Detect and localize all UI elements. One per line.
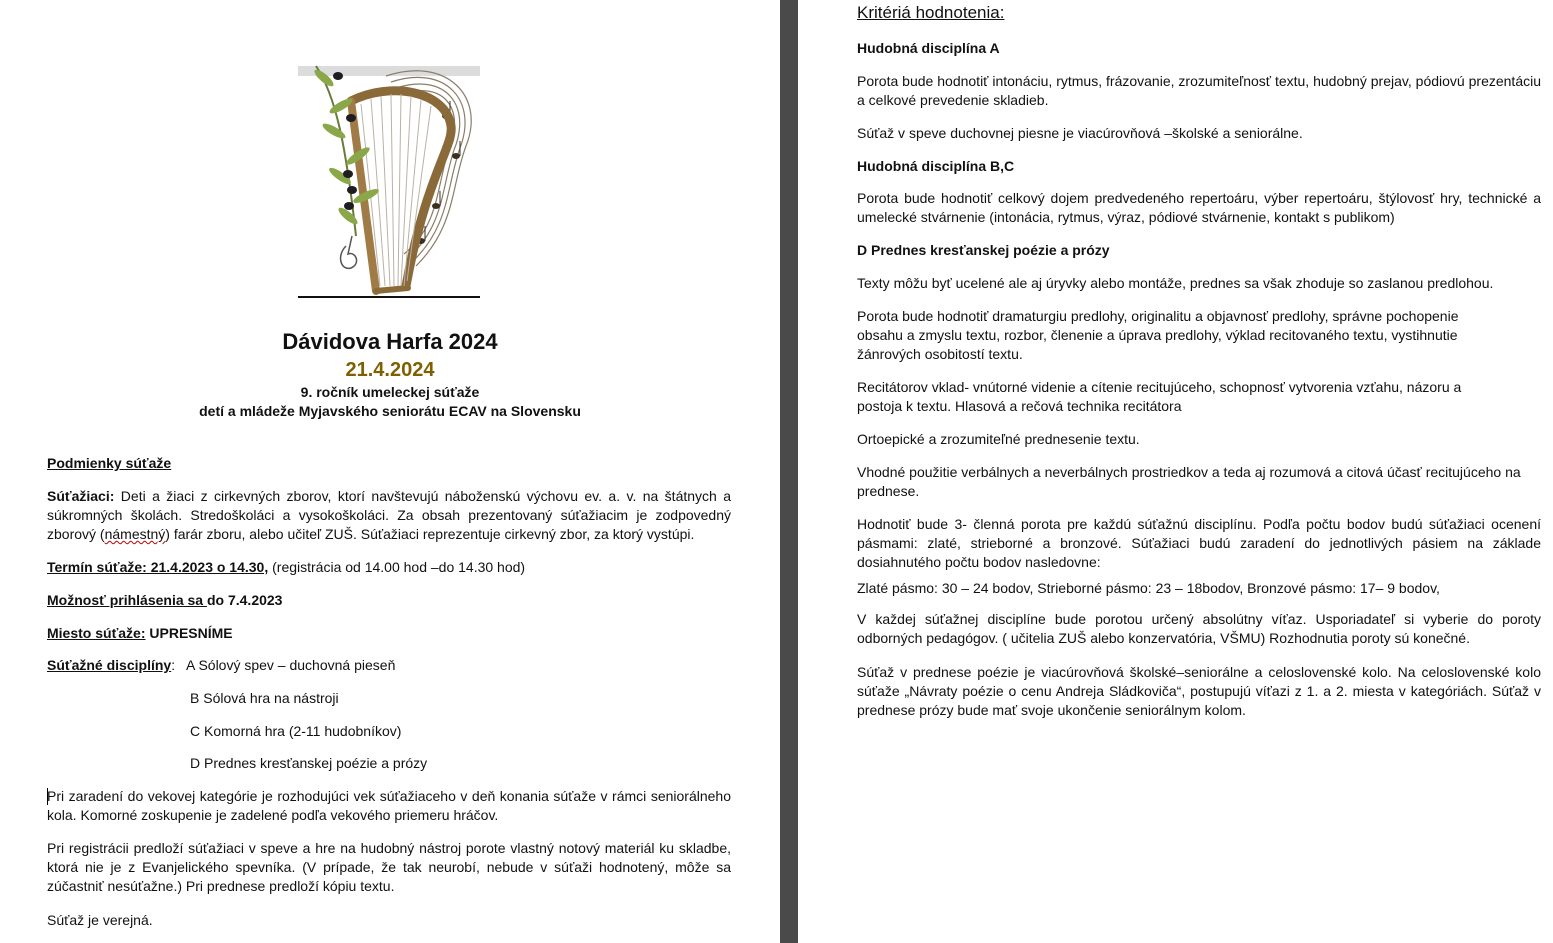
- contestants-paragraph: [47, 487, 731, 544]
- spellcheck-word: námestný: [104, 526, 166, 542]
- venue-value: UPRESNÍME: [145, 625, 233, 641]
- discipline-c: C Komorná hra (2-11 hudobníkov): [190, 723, 402, 739]
- registration-material-paragraph: Pri registrácii predloží súťažiaci v speve a hre na hudobný nástroj porote vlastný notový materiál ku skladbe, ktorá nie je z Evanjelického spevníka. (V prípade, že tak neurobí, nebude v súťaži hodnotený, môže sa zúčastniť nesúťažne.) Pri prednese predloží kópiu textu.: [47, 840, 731, 894]
- page-gutter: [780, 0, 798, 943]
- disciplines-label: Súťažné disciplíny: [47, 657, 172, 673]
- logo-underline: [298, 296, 480, 298]
- discipline-a-heading: Hudobná disciplína A: [857, 40, 1000, 56]
- contestants-label: Súťažiaci:: [47, 488, 115, 504]
- conditions-heading: Podmienky súťaže: [47, 455, 172, 471]
- final-paragraph: Súťaž v prednese poézie je viacúrovňová školské–seniorálne a celoslovenské kolo. Na celoslovenské kolo súťaže „Návraty poézie o cenu Andreja Sládkoviča“, postupujú víťazi z 1. a 2. miesta v kategóriách. Súťaž v prednese prózy bude mať svoje ukončenie seniorálnym kolom.: [857, 664, 1541, 718]
- discipline-d-paragraph-3: Recitátorov vklad- vnútorné videnie a cítenie recitujúceho, schopnosť vytvorenia vzťahu, názoru a postoja k textu. Hlasová a rečová technika recitátora: [857, 379, 1462, 414]
- bands-paragraph: Zlaté pásmo: 30 – 24 bodov, Strieborné pásmo: 23 – 18bodov, Bronzové pásmo: 17– 9 bodov,: [857, 580, 1440, 596]
- winner-paragraph: V každej súťažnej disciplíne bude porotou určený absolútny víťaz. Usporiadateľ si vyberie do poroty odborných pedagógov. ( učitelia ZUŠ alebo konzervatória, VŠMU) Rozhodnutia poroty sú konečné.: [857, 611, 1541, 646]
- age-paragraph: Pri zaradení do vekovej kategórie je rozhodujúci vek súťažiaceho v deň konania súťaže v rámci seniorálneho kola. Komorné zoskupenie je zadelené podľa vekového priemeru hráčov.: [47, 788, 731, 823]
- criteria-heading: Kritériá hodnotenia:: [857, 3, 1005, 22]
- discipline-a: A Sólový spev – duchovná pieseň: [185, 657, 396, 673]
- contestants-text-b: ) farár zboru, alebo učiteľ ZUŠ. Súťažiaci reprezentuje cirkevný zbor, za ktorý vystúpi.: [165, 526, 695, 542]
- discipline-bc-text: Porota bude hodnotiť celkový dojem predvedeného repertoáru, výber repertoáru, štýlovosť hry, technické a umelecké stvárnenie (intonácia, rytmus, výraz, pódiové stvárnenie, kontakt s publikom): [857, 190, 1541, 225]
- discipline-b: B Sólová hra na nástroji: [190, 690, 339, 706]
- venue-label: Miesto súťaže:: [47, 625, 146, 641]
- term-paragraph: [47, 558, 731, 577]
- discipline-d-paragraph-5: Vhodné použitie verbálnych a neverbálnych prostriedkov a teda aj rozumová a citová účasť recitujúceho na prednese.: [857, 464, 1521, 499]
- registration-label: Možnosť prihlásenia sa: [47, 592, 207, 608]
- event-date: 21.4.2024: [345, 359, 435, 381]
- discipline-a-note: Súťaž v speve duchovnej piesne je viacúrovňová –školské a seniorálne.: [857, 125, 1303, 141]
- contestants-text-a: Deti a žiaci z cirkevných zborov, ktorí navštevujú náboženskú výchovu ev. a. v. na štátnych a súkromných školách. Stredoškoláci a vysokoškoláci. Za obsah prezentovaný súťažiacim je zodpovedný zborový (: [47, 488, 731, 542]
- disciplines-separator: :: [171, 657, 186, 673]
- discipline-d-paragraph-2: Porota bude hodnotiť dramaturgiu predlohy, originalitu a objavnosť predlohy, správne pochopenie obsahu a zmyslu textu, rozbor, členenie a úprava predlohy, výklad recitovaného textu, vystihnutie žánrových osobitostí textu.: [857, 308, 1459, 362]
- venue-paragraph: [47, 624, 731, 643]
- discipline-d: D Prednes kresťanskej poézie a prózy: [190, 755, 428, 771]
- discipline-bc-heading: Hudobná disciplína B,C: [857, 158, 1015, 174]
- subtitle-line-1: 9. ročník umeleckej súťaže: [300, 384, 480, 400]
- discipline-a-text: Porota bude hodnotiť intonáciu, rytmus, frázovanie, zrozumiteľnosť textu, hudobný prejav, pódiovú prezentáciu a celkové prevedenie skladieb.: [857, 73, 1541, 108]
- term-label: Termín súťaže: 21.4.2023 o 14.30,: [47, 559, 269, 575]
- harp-logo-icon: [296, 56, 482, 302]
- public-paragraph: Súťaž je verejná.: [47, 912, 153, 928]
- discipline-d-paragraph-4: Ortoepické a zrozumiteľné prednesenie textu.: [857, 431, 1140, 447]
- registration-paragraph: [47, 591, 731, 610]
- jury-paragraph: Hodnotiť bude 3- členná porota pre každú súťažnú disciplínu. Podľa počtu bodov budú súťažiaci ocenení pásmami: zlaté, strieborné a bronzové. Súťažiaci budú zaradení do jednotlivých pásiem na základe dosiahnutého počtu bodov nasledovne:: [857, 516, 1541, 570]
- document-title: Dávidova Harfa 2024: [282, 329, 498, 354]
- document-page-right: [798, 0, 1553, 943]
- discipline-d-heading: D Prednes kresťanskej poézie a prózy: [857, 242, 1110, 258]
- subtitle-line-2: detí a mládeže Myjavského seniorátu ECAV na Slovensku: [199, 403, 581, 419]
- disciplines-paragraph: [47, 656, 731, 675]
- registration-date: do 7.4.2023: [206, 592, 283, 608]
- discipline-d-paragraph-1: Texty môžu byť ucelené ale aj úryvky alebo montáže, prednes sa však zhoduje so zaslanou predlohou.: [857, 275, 1494, 291]
- term-text: (registrácia od 14.00 hod –do 14.30 hod): [268, 559, 526, 575]
